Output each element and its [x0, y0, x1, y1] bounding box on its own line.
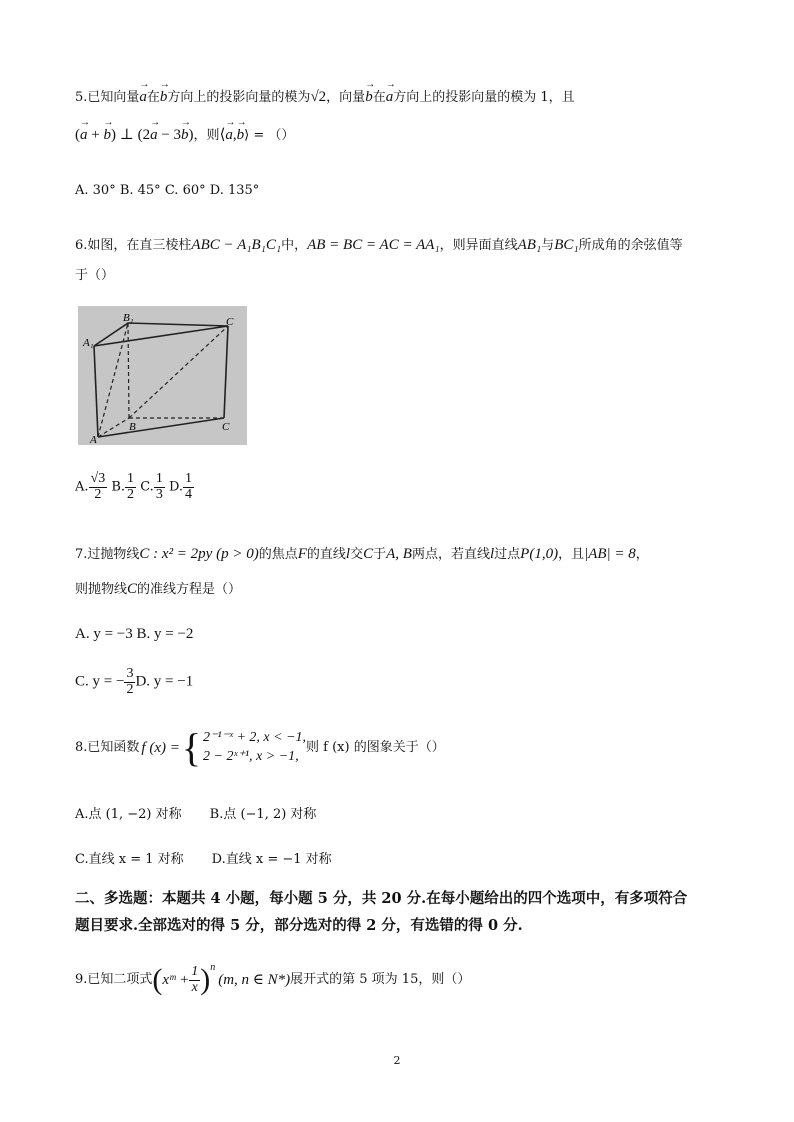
line-l: l: [345, 546, 351, 562]
q6-text-e: 所成角的余弦值等: [578, 238, 683, 253]
vector-a-4: → a: [150, 126, 158, 144]
sqrt2: √2: [310, 89, 327, 105]
q8-opt-a: A.点 (1, −2) 对称: [75, 807, 182, 822]
q8-opt-c: C.直线 x = 1 对称: [75, 852, 184, 867]
q5-text-b: 在: [146, 90, 160, 105]
question-8-options-cd: [75, 852, 332, 868]
vector-b: → b: [160, 88, 168, 106]
q6-opt-c-frac: [154, 472, 165, 502]
question-7-options-ab: [75, 625, 193, 643]
line-bc1: BC₁: [554, 237, 579, 253]
q6-text-b: 中，: [281, 238, 308, 253]
q8-opt-b: B.点 (−1, 2) 对称: [209, 807, 317, 822]
q6-line2-text: 于（）: [75, 268, 115, 283]
q6-opt-c-prefix: C.: [140, 479, 154, 495]
label-c1: C: [226, 316, 234, 328]
q7-opt-c-den: 2: [126, 681, 134, 697]
q6-opt-b-frac: [125, 472, 136, 502]
question-7-options-cd: [75, 667, 193, 697]
q6-opt-a-den: 2: [94, 486, 102, 502]
case-1: 2⁻¹⁻ˣ + 2, x < −1,: [203, 730, 307, 746]
paren-open: (: [75, 127, 80, 143]
question-6-options: [75, 472, 194, 502]
q9-frac: [189, 965, 200, 995]
q7-opt-c-frac: [124, 667, 135, 697]
angle-close: ⟩ = （）: [244, 128, 295, 143]
label-a1: A₁: [83, 337, 94, 349]
page-number: 2: [393, 1054, 401, 1067]
parabola-eq: C : x² = 2py (p > 0): [139, 546, 259, 562]
paren-close-icon: ): [200, 963, 211, 996]
q6-opt-a-num: √3: [90, 471, 106, 486]
q7-text-g: 过点: [494, 547, 521, 562]
q5-text-c: 方向上的投影向量的模为: [167, 90, 311, 105]
q6-opt-b-num: 1: [127, 471, 135, 486]
q6-opt-c-num: 1: [155, 471, 163, 486]
angle-comma: ,: [232, 127, 237, 143]
q6-opt-b-prefix: B.: [111, 479, 126, 495]
q7-text-d: 交: [350, 547, 364, 562]
vector-a: → a: [139, 88, 147, 106]
points-ab: A, B: [386, 546, 412, 562]
q7-text-i: ，: [635, 547, 649, 562]
line-ab1: AB₁: [517, 237, 542, 253]
q9-condition: (m, n ∈ N*): [218, 972, 291, 988]
cases: [203, 729, 306, 767]
point-p: P(1,0): [520, 546, 559, 562]
q7-text-f: 两点，若直线: [411, 547, 490, 562]
q5-text-e: 在: [372, 90, 386, 105]
line-l-2: l: [489, 546, 495, 562]
q9-prefix: 9.已知二项式: [75, 972, 153, 988]
curve-c-2: C: [127, 581, 138, 597]
vector-b-2: → b: [365, 88, 373, 106]
q8-prefix: 8.已知函数: [75, 740, 140, 756]
question-5-line1: [75, 88, 575, 106]
vector-a-2: → a: [386, 88, 394, 106]
abs-ab: |AB| = 8: [584, 546, 636, 562]
q7-opt-ab: A. y = −3 B. y = −2: [75, 626, 194, 642]
q5-text-a: 5.已知向量: [75, 90, 140, 105]
label-a: A: [90, 434, 97, 445]
q6-opt-a-prefix: A.: [75, 479, 89, 495]
q6-opt-b-den: 2: [127, 486, 135, 502]
q6-opt-a-frac: [89, 472, 108, 502]
q6-text-a: 6.如图，在直三棱柱: [75, 238, 192, 253]
q6-opt-d-den: 4: [185, 486, 193, 502]
q7-text-a: 7.过抛物线: [75, 547, 140, 562]
label-c: C: [222, 421, 230, 433]
q7-text-b: 的焦点: [258, 547, 298, 562]
q9-tail: 展开式的第 5 项为 15，则（）: [290, 972, 471, 988]
vector-b-5: → b: [237, 126, 245, 144]
section-2-line2: 题目要求.全部选对的得 5 分，部分选对的得 2 分，有选错的得 0 分.: [75, 917, 523, 935]
q6-text-d: 与: [541, 238, 555, 253]
q7-opt-c-num: 3: [126, 666, 134, 681]
question-5-options: [75, 183, 259, 199]
equal-edges: AB = BC = AC = AA₁: [307, 237, 440, 253]
q8-tail: 则 f (x) 的图象关于（）: [306, 740, 445, 756]
q9-exponent: n: [210, 962, 216, 973]
q5-options-text: A. 30° B. 45° C. 60° D. 135°: [75, 183, 260, 198]
q9-frac-num: 1: [191, 963, 199, 979]
q6-opt-c-den: 3: [155, 486, 163, 502]
question-7-line1: [75, 545, 649, 563]
vector-b-4: → b: [181, 126, 189, 144]
label-b1: B₁: [123, 312, 134, 324]
q7-line2-a: 则抛物线: [75, 582, 128, 597]
section-2-line1: 二、多选题：本题共 4 小题，每小题 5 分，共 20 分.在每小题给出的四个选项中，有多项符合: [75, 890, 688, 907]
angle-open: ⟨: [219, 127, 226, 143]
q5-text-d: ，向量: [326, 90, 366, 105]
q5-text-f: 方向上的投影向量的模为 1，且: [393, 90, 575, 105]
q6-opt-d-frac: [183, 472, 194, 502]
q9-frac-den: x: [191, 979, 198, 995]
vector-b-3: → b: [103, 126, 111, 144]
question-8-stem: [75, 725, 445, 770]
plus-sign: +: [87, 127, 104, 143]
minus-sign: − 3: [157, 127, 182, 143]
q7-text-e: 于: [373, 547, 387, 562]
case-2: 2 − 2ˣ⁺¹, x > −1,: [203, 749, 299, 764]
q7-line2-b: 的准线方程是（）: [137, 582, 242, 597]
q7-text-c: 的直线: [306, 547, 346, 562]
q7-opt-d: D. y = −1: [135, 673, 194, 690]
piecewise-function: [181, 725, 307, 770]
q8-opt-d: D.直线 x = −1 对称: [211, 852, 332, 867]
perp-mid: ) ⊥ (2: [110, 127, 151, 143]
curve-c: C: [363, 546, 374, 562]
prism-figure: [78, 306, 247, 445]
q7-opt-c-prefix: C. y = −: [75, 673, 125, 690]
question-7-line2: [75, 580, 241, 598]
question-6-line2: [75, 268, 114, 284]
brace-icon: {: [181, 725, 202, 770]
q7-text-h: ，且: [558, 547, 585, 562]
q8-function-name: f (x) =: [141, 740, 180, 756]
question-6-line1: [75, 236, 683, 254]
question-8-options-ab: [75, 807, 316, 823]
vector-a-3: → a: [80, 126, 88, 144]
q6-opt-d-num: 1: [185, 471, 193, 486]
q5-line2-tail: ，则: [193, 128, 220, 143]
q9-xm: xᵐ +: [162, 972, 190, 988]
prism-diagram: [78, 306, 247, 445]
q6-text-c: ，则异面直线: [439, 238, 518, 253]
paren-open-icon: (: [152, 963, 163, 996]
prism-label: ABC − A₁B₁C₁: [191, 237, 282, 253]
label-b: B: [129, 421, 136, 433]
vector-a-5: → a: [225, 126, 233, 144]
question-5-line2: [75, 126, 294, 144]
paren-close: ): [188, 127, 194, 143]
question-9-stem: [75, 962, 470, 998]
section-2-heading: [75, 890, 687, 935]
focus-f: F: [297, 546, 307, 562]
q6-opt-d-prefix: D.: [168, 479, 184, 495]
